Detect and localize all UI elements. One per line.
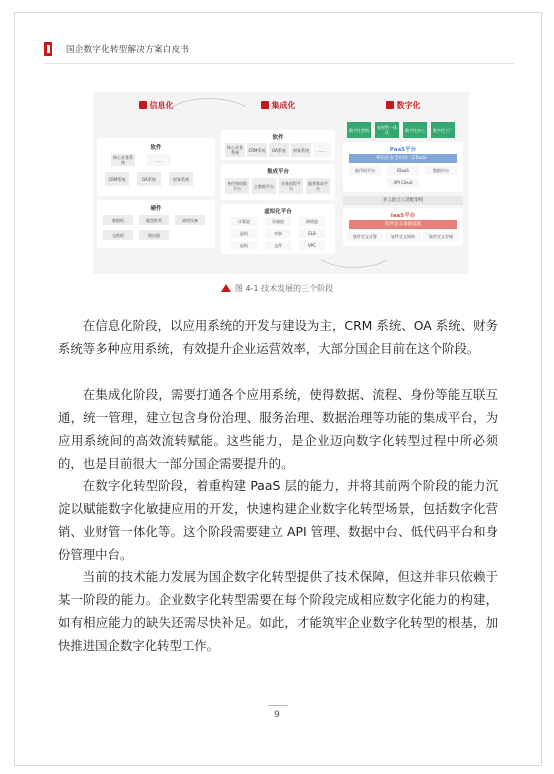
stage2-int-item: 主数据平台 [252, 178, 276, 194]
server-icon [139, 101, 147, 109]
stage2-software-panel [221, 130, 335, 160]
stage3-paas-item: API Cloud [387, 178, 419, 187]
page-number: 9 [274, 710, 280, 720]
stage1-sw-item: …… [147, 154, 171, 166]
stage1-hardware-panel [97, 200, 215, 248]
stage2-int-item: 业务流程平台 [279, 178, 303, 194]
stage3-multicloud-bar: 多云混合云适配架构 [343, 196, 463, 205]
figure-caption-text: 图 4-1 技术发展的三个阶段 [234, 284, 334, 293]
stage2-sw-item: CRM系统 [247, 143, 267, 157]
stage2-virt-item: 存储池 [265, 217, 291, 226]
stage3-top-item: 业财管一体化 [375, 122, 399, 138]
figure-three-stages [93, 92, 469, 274]
figure-caption [0, 283, 554, 294]
stage2-sw-item: 核心业务系统 [227, 145, 243, 155]
stage-informatization [97, 100, 215, 266]
stage3-iaas-item: 软件定义网络 [385, 232, 421, 241]
stage3-paas-item: 数据中台 [425, 166, 457, 175]
body-paragraph: 在数字化转型阶段，着重构建 PaaS 层的能力，并将其前两个阶段的能力沉淀以赋能数字化敏捷应用的开发，快速构建企业数字化转型场景，包括数字化营销、业财管一体化等。这个阶段需要建立 API 管理、数据中台、低代码平台和身份管理中台。 [58, 478, 498, 562]
stage3-top-item: 数字化工厂 [431, 122, 455, 138]
stage2-virt-item: 文件 [265, 241, 291, 250]
stage3-paas-item: IDaaS [387, 166, 419, 175]
stage3-paas-item: 低代码平台 [349, 166, 381, 175]
stage3-iaas-item: 软件定义计算 [347, 232, 383, 241]
stage3-iaas-title: IaaS平台 [390, 213, 416, 219]
stage2-virt-item: 虚机 [231, 229, 257, 238]
stage1-title [97, 100, 215, 116]
stage1-software-title: 软件 [150, 145, 162, 151]
stage1-hardware-title: 硬件 [150, 206, 162, 212]
stage3-top-item: 数字化办公 [403, 122, 427, 138]
stage2-virt-item: ELB [299, 229, 325, 238]
body-paragraph: 在信息化阶段，以应用系统的开发与建设为主，CRM 系统、OA 系统、财务系统等多种应用系统，有效提升企业运营效率，大部分国企目前在这个阶段。 [58, 318, 498, 356]
stage3-title-text: 数字化 [396, 101, 421, 110]
stage3-paas-bar: 零信任安全访问（ZTaaS） [349, 154, 457, 163]
stage2-int-item: 服务集成平台 [306, 178, 330, 194]
caption-triangle-icon [221, 284, 231, 292]
stage1-sw-item: 核心业务系统 [113, 155, 133, 165]
stage2-title [221, 100, 335, 116]
body-paragraph: 当前的技术能力发展为国企数字化转型提供了技术保障，但这并非只依赖于某一阶段的能力。企业数字化转型需要在每个阶段完成相应数字化能力的构建，如有相应能力的缺失还需尽快补足。如此，才能筑牢企业数字化转型的根基，加快推进国企数字化转型工作。 [58, 569, 498, 653]
page-number-rule [268, 705, 288, 706]
stage2-virtual-panel [221, 204, 335, 254]
stage-integration [221, 100, 335, 266]
stage2-integration-panel [221, 164, 335, 200]
stage1-title-text: 信息化 [149, 101, 174, 110]
database-icon [386, 101, 394, 109]
stage1-hw-item: 数据机 [103, 215, 133, 225]
stage2-virt-item: 网络池 [299, 217, 325, 226]
stage2-integration-title: 集成平台 [266, 169, 289, 175]
stage1-hw-item: 网络设备 [175, 215, 205, 225]
stage1-hw-item: 路由器 [139, 230, 169, 240]
stage2-virt-item: 计算池 [231, 217, 257, 226]
stage2-title-text: 集成化 [271, 101, 296, 110]
stage1-hw-item: 磁盘阵列 [139, 215, 169, 225]
stage2-sw-item: 财务系统 [291, 143, 311, 157]
body-paragraph: 在集成化阶段，需要打通各个应用系统，使得数据、流程、身份等能互联互通，统一管理，建立包含身份治理、服务治理、数据治理等功能的集成平台，为应用系统间的高效流转赋能。这些能力，是企业迈向数字化转型过程中所必须的，也是目前很大一部分国企需要提升的。 [58, 387, 498, 471]
stage3-top-item: 数字化营销 [347, 122, 371, 138]
stage1-software-panel [97, 138, 215, 196]
stage2-virt-item: 虚机 [231, 241, 257, 250]
stage1-sw-item: OA系统 [137, 172, 161, 186]
stage2-sw-item: …… [313, 143, 331, 157]
stage2-virt-item: 对象 [265, 229, 291, 238]
stage2-int-item: 身份和权限平台 [225, 178, 249, 194]
stage2-sw-item: OA系统 [269, 143, 289, 157]
stage2-software-title: 软件 [272, 135, 284, 141]
stage3-iaas-panel [343, 208, 463, 246]
stage3-iaas-item: 软件定义存储 [423, 232, 459, 241]
header-divider [44, 63, 514, 64]
stage3-paas-title: PaaS平台 [389, 147, 417, 153]
stage3-iaas-bar: 软件定义基础设施 [349, 220, 457, 229]
stage-digitalization [343, 100, 463, 266]
building-icon [261, 101, 269, 109]
header-title: 国企数字化转型解决方案白皮书 [66, 45, 190, 55]
header-logo-mark [44, 42, 52, 56]
stage3-paas-panel [343, 142, 463, 192]
stage2-virt-item: VPC [299, 241, 325, 250]
stage1-sw-item: CRM系统 [105, 172, 129, 186]
stage2-virtual-title: 虚拟化平台 [264, 209, 292, 215]
stage1-sw-item: 财务系统 [169, 172, 193, 186]
stage3-title [343, 100, 463, 116]
stage1-hw-item: 交换机 [103, 230, 133, 240]
